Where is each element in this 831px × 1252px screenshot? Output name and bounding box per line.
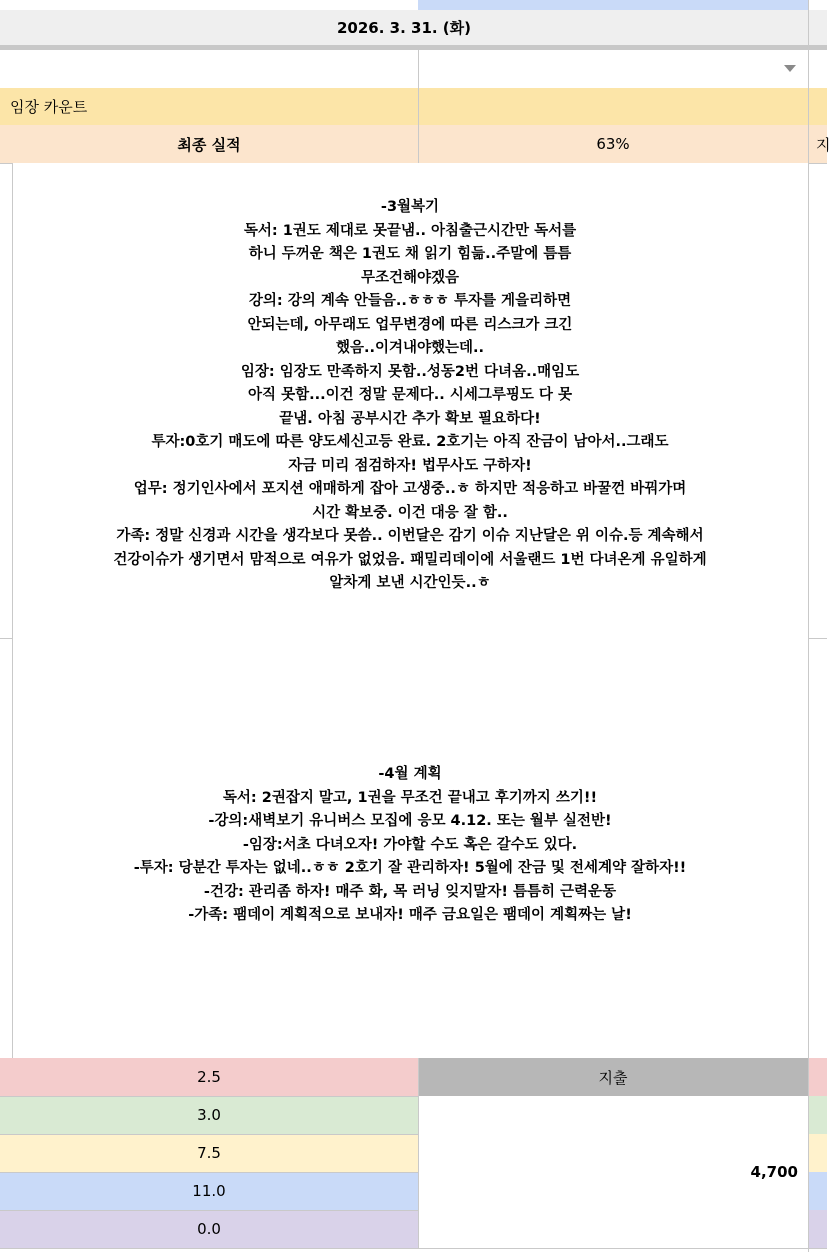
score-value: 0.0: [197, 1220, 221, 1238]
expense-label-cell[interactable]: [418, 1058, 808, 1096]
plan-line: -투자: 당분간 투자는 없네..ㅎㅎ 2호기 잘 관리하자! 5월에 잔금 및 전세계약 잘하자!!: [133, 860, 687, 876]
plan-line: -4월 계획: [378, 766, 442, 782]
score-cell-5[interactable]: [0, 1210, 418, 1248]
plan-line: -임장:서초 다녀오자! 가야할 수도 혹은 갈수도 있다.: [242, 836, 578, 853]
right-edge-cell-5[interactable]: [809, 1210, 827, 1248]
final-value-cell[interactable]: [418, 125, 808, 163]
count-label-text: 임장 카운트: [10, 98, 88, 116]
plan-line: -건강: 관리좀 하자! 매주 화, 목 러닝 잊지말자! 틈틈히 근력운동: [203, 883, 617, 900]
score-cell-1[interactable]: [0, 1058, 418, 1096]
score-cell-4[interactable]: [0, 1172, 418, 1210]
review-line: 했음..이겨내야했는데..: [335, 340, 485, 356]
dropdown-cell[interactable]: [418, 50, 808, 88]
review-line: 자금 미리 점검하자! 법무사도 구하자!: [288, 457, 532, 474]
right-edge-cell-1[interactable]: [809, 1058, 827, 1096]
score-cell-3[interactable]: [0, 1134, 418, 1172]
expense-total-text: 4,700: [750, 1163, 798, 1181]
expense-total-cell[interactable]: [418, 1096, 808, 1248]
expense-label-text: 지출: [598, 1068, 628, 1087]
right-edge-cell-3[interactable]: [809, 1134, 827, 1172]
count-right-cell[interactable]: [808, 88, 827, 125]
review-line: 무조건해야겠음: [360, 269, 460, 286]
review-line: 독서: 1권도 제대로 못끝냄.. 아침출근시간만 독서를: [243, 222, 577, 239]
score-cell-2[interactable]: [0, 1096, 418, 1134]
date-header-right-cell[interactable]: [808, 10, 827, 45]
final-value-text: 63%: [596, 135, 630, 153]
count-value-cell[interactable]: [418, 88, 808, 125]
review-line: 업무: 정기인사에서 포지션 애매하게 잡아 고생중..ㅎ 하지만 적응하고 바꿀껀 바꿔가며: [133, 481, 687, 497]
count-label-cell[interactable]: [0, 88, 418, 125]
top-strip-right: [418, 0, 808, 10]
plan-line: -가족: 팸데이 계획적으로 보내자! 매주 금요일은 팸데이 계획짜는 날!: [188, 907, 632, 923]
review-line: 안되는데, 아무래도 업무변경에 따른 리스크가 크긴: [247, 316, 573, 333]
plan-line: -강의:새벽보기 유니버스 모집에 응모 4.12. 또는 월부 실전반!: [208, 813, 612, 829]
final-label-text: 최종 실적: [177, 135, 241, 154]
score-value: 3.0: [197, 1106, 221, 1124]
final-right-cell[interactable]: [808, 125, 831, 163]
right-edge-cell-2[interactable]: [809, 1096, 827, 1134]
date-header-cell[interactable]: [0, 10, 808, 45]
review-line: 임장: 임장도 만족하지 못함..성동2번 다녀옴..매임도: [240, 363, 580, 380]
final-right-fragment: 지: [816, 135, 831, 154]
plan-line: 독서: 2권잡지 말고, 1권을 무조건 끝내고 후기까지 쓰기!!: [222, 789, 598, 806]
review-line: -3월복기: [380, 199, 440, 215]
plan-text: [12, 763, 808, 928]
review-line: 시간 확보중. 이건 대응 잘 함..: [312, 504, 508, 521]
date-header-text: 2026. 3. 31. (화): [336, 19, 472, 37]
review-line: 강의: 강의 계속 안들음..ㅎㅎㅎ 투자를 게을리하면: [248, 293, 572, 309]
review-line: 투자:0호기 매도에 따른 양도세신고등 완료. 2호기는 아직 잔금이 남아서..그래도: [151, 434, 669, 450]
review-text: [12, 196, 808, 596]
final-label-cell[interactable]: [0, 125, 418, 163]
dropdown-row-left-cell[interactable]: [0, 50, 418, 88]
dropdown-arrow-icon[interactable]: [784, 65, 796, 72]
review-line: 하니 두꺼운 책은 1권도 채 읽기 힘듦..주말에 틈틈: [248, 246, 572, 262]
score-value: 11.0: [192, 1182, 226, 1200]
review-line: 끝냄. 아침 공부시간 추가 확보 필요하다!: [279, 410, 541, 427]
review-line: 아직 못함...이건 정말 문제다.. 시세그루핑도 다 못: [248, 387, 572, 403]
review-line: 건강이슈가 생기면서 맘적으로 여유가 없었음. 패밀리데이에 서울랜드 1번 다녀온게 유일하게: [113, 551, 707, 568]
right-edge-cell-4[interactable]: [809, 1172, 827, 1210]
review-line: 알차게 보낸 시간인듯..ㅎ: [329, 575, 491, 591]
review-line: 가족: 정말 신경과 시간을 생각보다 못씀.. 이번달은 감기 이슈 지난달은 위 이슈.등 계속해서: [116, 528, 704, 544]
score-value: 2.5: [197, 1068, 221, 1086]
score-value: 7.5: [197, 1144, 221, 1162]
